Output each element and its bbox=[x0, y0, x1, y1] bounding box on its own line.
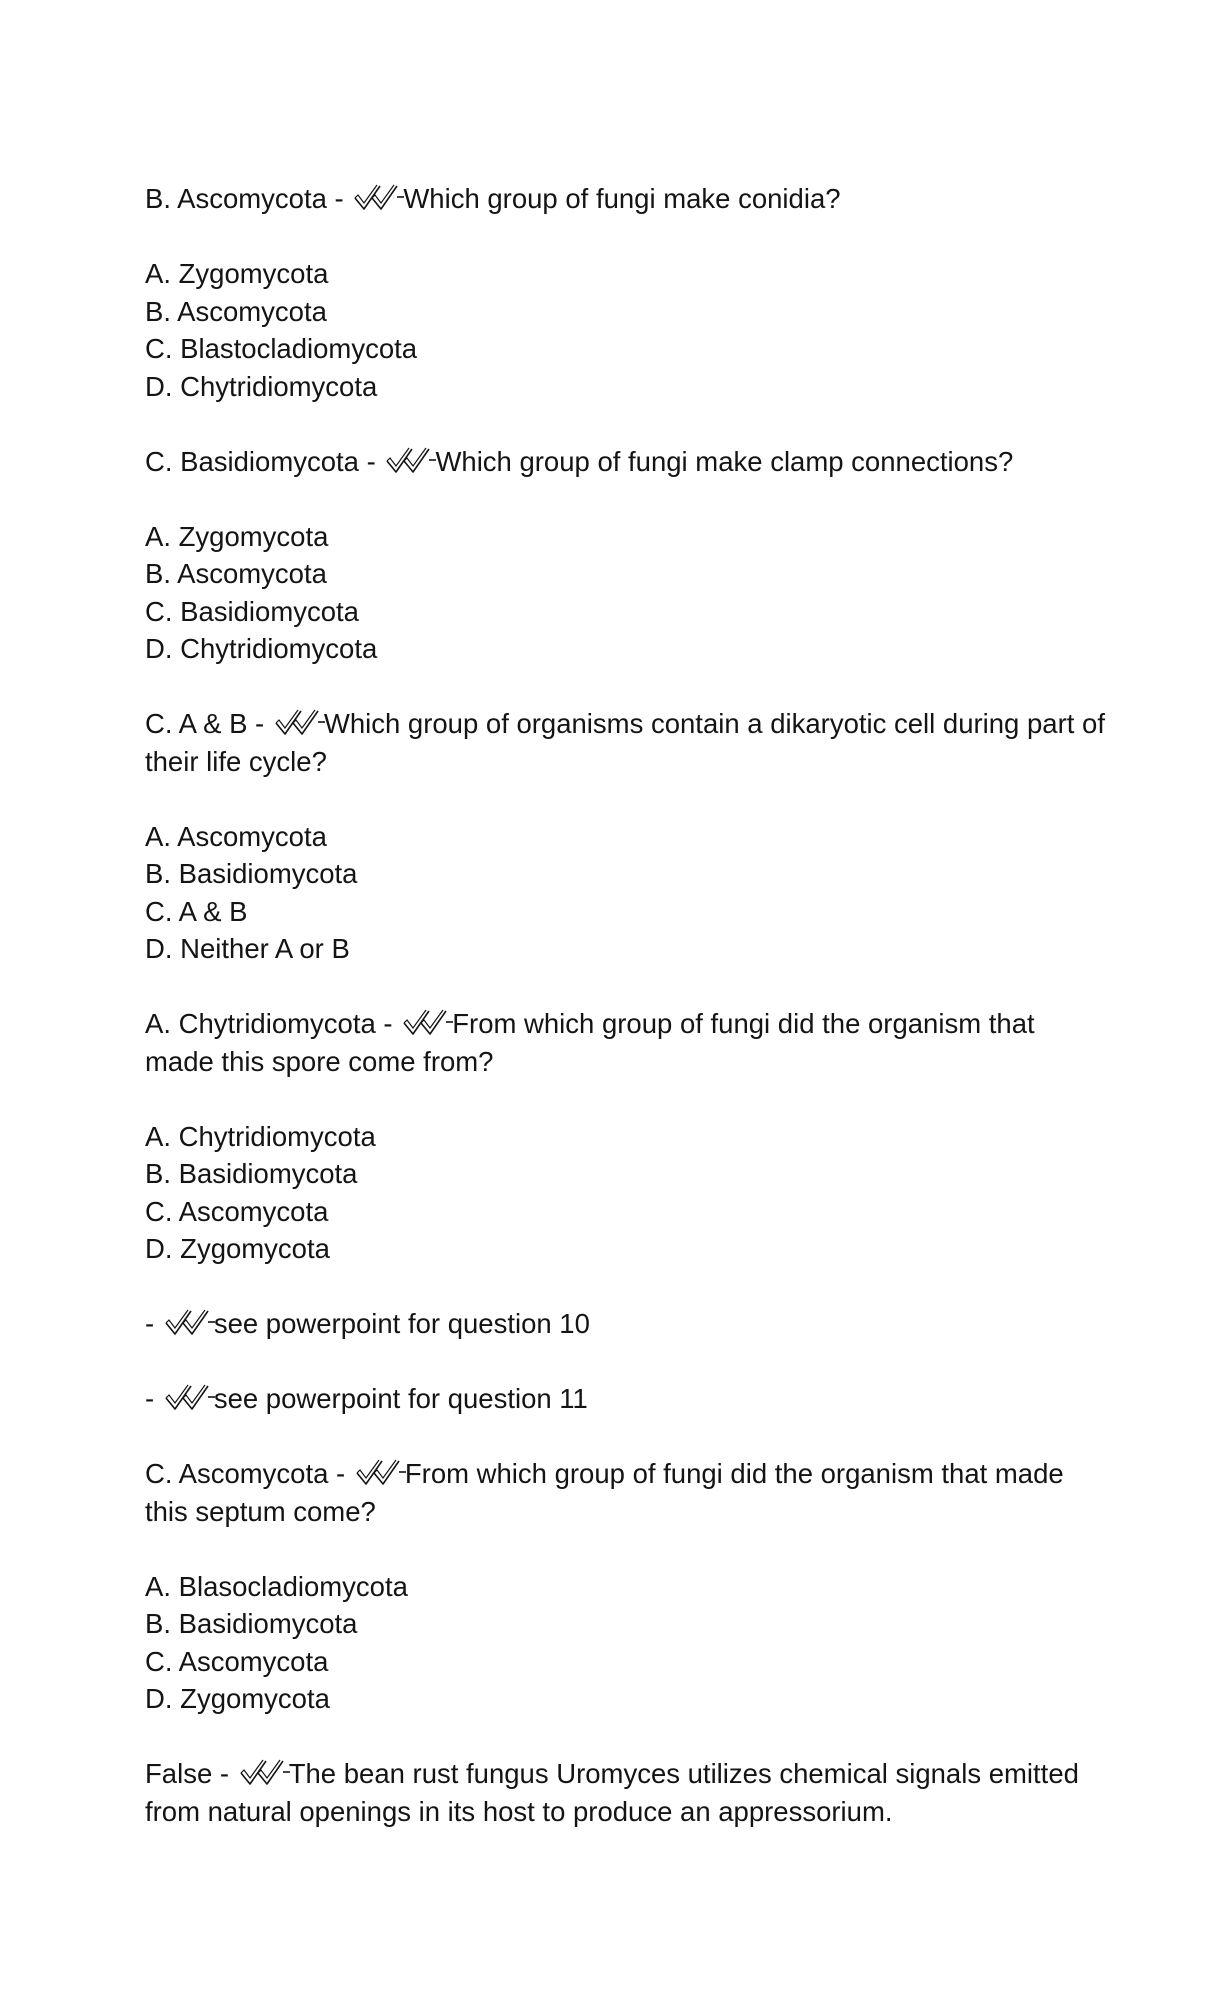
answer-text: C. A & B bbox=[145, 708, 248, 739]
question-line bbox=[145, 1755, 1105, 1830]
separator: - bbox=[358, 445, 384, 477]
question-line bbox=[145, 1005, 1105, 1080]
double-check-icon bbox=[402, 1008, 454, 1038]
qa-item bbox=[145, 1305, 1105, 1343]
option-b: B. Ascomycota bbox=[145, 295, 327, 327]
option-d: D. Zygomycota bbox=[145, 1683, 330, 1714]
double-check-icon bbox=[355, 1458, 407, 1488]
question-line bbox=[145, 443, 1105, 481]
question-text: From which group of fungi did the organism that made this spore come from? bbox=[145, 1008, 1035, 1077]
double-check-icon bbox=[164, 1383, 216, 1413]
answer-text: C. Ascomycota bbox=[145, 1458, 329, 1489]
qa-item bbox=[145, 1380, 1105, 1418]
option-d: D. Chytridiomycota bbox=[145, 633, 378, 664]
double-check-icon bbox=[353, 183, 405, 213]
option-c: C. Basidiomycota bbox=[145, 595, 359, 627]
double-check-icon bbox=[239, 1758, 291, 1788]
question-line bbox=[145, 1455, 1105, 1530]
option-b: B. Basidiomycota bbox=[145, 1608, 358, 1639]
options-list bbox=[145, 1568, 1105, 1718]
option-b: B. Ascomycota bbox=[145, 558, 327, 589]
options-list bbox=[145, 818, 1105, 968]
question-line bbox=[145, 705, 1105, 780]
question-text: see powerpoint for question 10 bbox=[213, 1308, 590, 1339]
answer-text: False bbox=[145, 1758, 213, 1789]
qa-item bbox=[145, 705, 1105, 780]
option-b: B. Basidiomycota bbox=[145, 858, 358, 889]
question-line bbox=[145, 180, 1105, 218]
options-list bbox=[145, 1118, 1105, 1268]
option-d: D. Zygomycota bbox=[145, 1233, 330, 1264]
qa-item bbox=[145, 443, 1105, 481]
option-c: C. Blastocladiomycota bbox=[145, 333, 418, 364]
double-check-icon bbox=[164, 1308, 216, 1338]
option-d: D. Chytridiomycota bbox=[145, 370, 378, 402]
question-line bbox=[145, 1305, 1105, 1343]
option-c: C. A & B bbox=[145, 895, 248, 927]
separator: - bbox=[328, 1458, 353, 1489]
question-text: Which group of organisms contain a dikaryotic cell during part of their life cycle? bbox=[145, 708, 1105, 777]
option-a: A. Chytridiomycota bbox=[145, 1120, 376, 1152]
option-a: A. Zygomycota bbox=[145, 258, 329, 289]
answer-text: A. Chytridiomycota bbox=[145, 1008, 376, 1039]
option-a: A. Blasocladiomycota bbox=[145, 1570, 408, 1602]
option-b: B. Basidiomycota bbox=[145, 1158, 358, 1189]
option-a: A. Zygomycota bbox=[145, 520, 329, 552]
qa-item bbox=[145, 1005, 1105, 1080]
separator: - bbox=[375, 1008, 401, 1039]
separator: - bbox=[145, 1308, 162, 1339]
separator: - bbox=[212, 1758, 237, 1789]
answer-text: B. Ascomycota bbox=[145, 183, 327, 214]
separator: - bbox=[247, 708, 272, 739]
double-check-icon bbox=[274, 708, 326, 738]
separator: - bbox=[145, 1383, 162, 1414]
separator: - bbox=[326, 183, 352, 214]
options-list bbox=[145, 518, 1105, 668]
question-line bbox=[145, 1380, 1105, 1418]
question-text: From which group of fungi did the organism that made this septum come? bbox=[145, 1458, 1064, 1527]
question-text: Which group of fungi make clamp connections? bbox=[435, 445, 1014, 477]
qa-item bbox=[145, 180, 1105, 218]
question-text: see powerpoint for question 11 bbox=[213, 1383, 588, 1414]
double-check-icon bbox=[385, 446, 437, 476]
option-c: C. Ascomycota bbox=[145, 1195, 329, 1227]
option-a: A. Ascomycota bbox=[145, 820, 327, 852]
question-text: The bean rust fungus Uromyces utilizes chemical signals emitted from natural openings in its host to produce an appressorium. bbox=[145, 1758, 1079, 1827]
options-list bbox=[145, 255, 1105, 405]
answer-text: C. Basidiomycota bbox=[145, 445, 359, 477]
option-c: C. Ascomycota bbox=[145, 1645, 329, 1677]
option-d: D. Neither A or B bbox=[145, 933, 350, 964]
document-page bbox=[145, 180, 1105, 1868]
qa-item bbox=[145, 1455, 1105, 1530]
qa-item bbox=[145, 1755, 1105, 1830]
question-text: Which group of fungi make conidia? bbox=[403, 183, 841, 214]
